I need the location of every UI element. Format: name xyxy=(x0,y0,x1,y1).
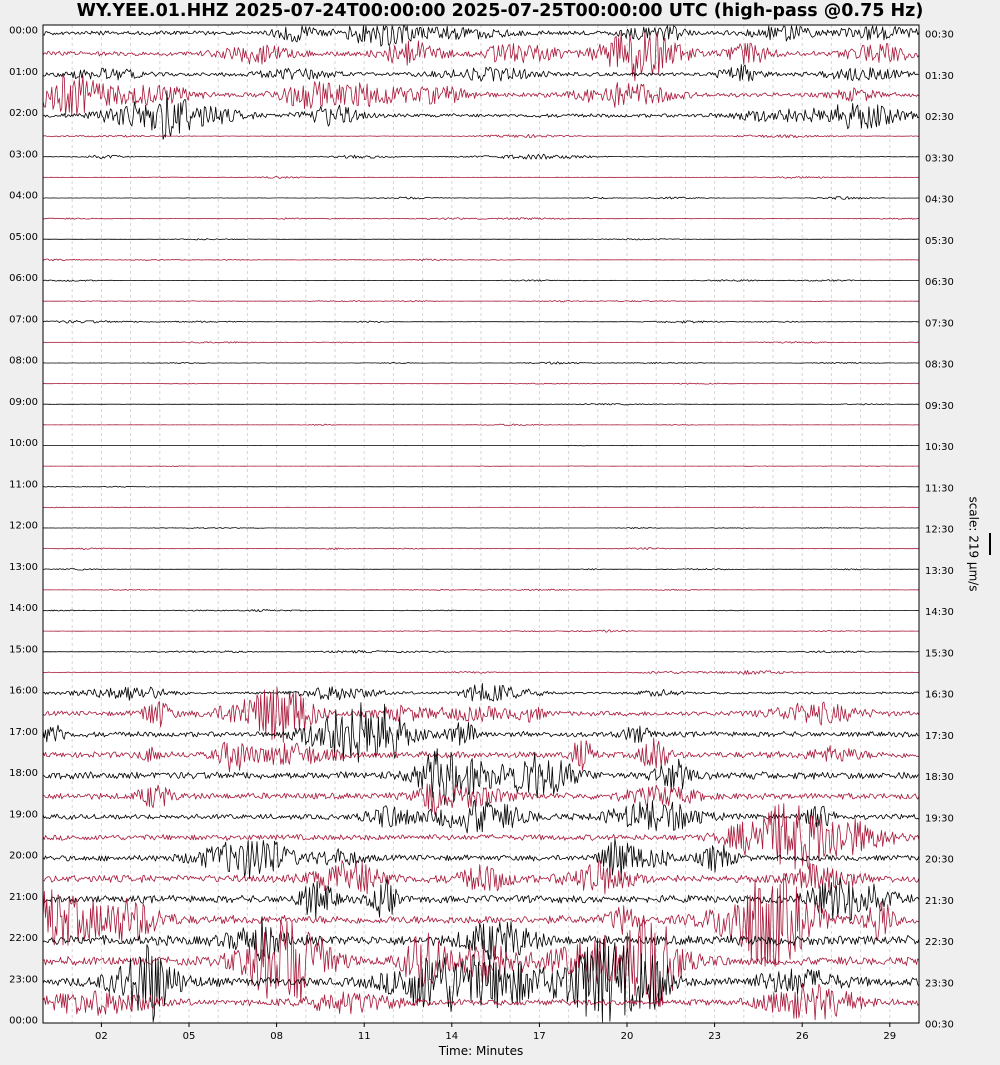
row-label-left: 23:00 xyxy=(9,974,38,986)
row-label-left: 00:00 xyxy=(9,25,38,37)
row-label-right: 14:30 xyxy=(925,607,954,618)
row-label-left: 08:00 xyxy=(9,355,38,367)
x-tick-label: 02 xyxy=(95,1031,108,1042)
row-label-right: 20:30 xyxy=(925,854,954,866)
row-label-left: 20:00 xyxy=(9,850,38,862)
left-time-labels xyxy=(9,26,38,1027)
row-label-right: 01:30 xyxy=(925,70,954,82)
row-label-right: 15:30 xyxy=(925,648,954,660)
row-label-right: 05:30 xyxy=(925,235,954,247)
row-label-left: 01:00 xyxy=(9,66,38,78)
trace-line xyxy=(43,445,919,446)
row-label-right: 07:30 xyxy=(925,318,954,330)
row-label-left: 04:00 xyxy=(9,190,38,202)
x-tick-label: 05 xyxy=(182,1031,196,1042)
x-tick-label: 08 xyxy=(270,1031,283,1042)
row-label-right: 09:30 xyxy=(925,400,954,412)
row-label-right: 04:30 xyxy=(925,194,954,206)
row-label-right: 23:30 xyxy=(925,978,954,990)
row-label-left: 19:00 xyxy=(9,809,38,821)
row-label-right: 18:30 xyxy=(925,772,954,783)
row-label-left: 15:00 xyxy=(9,644,38,656)
row-label-left: 05:00 xyxy=(9,231,38,243)
chart-title: WY.YEE.01.HHZ 2025-07-24T00:00:00 2025-07-25T00:00:00 UTC (high-pass @0.75 Hz) xyxy=(76,1,924,21)
x-tick-label: 11 xyxy=(357,1031,371,1042)
row-label-right: 22:30 xyxy=(925,937,954,948)
row-label-right: 08:30 xyxy=(925,359,954,371)
row-label-right: 10:30 xyxy=(925,442,954,453)
row-label-left: 14:00 xyxy=(9,603,38,614)
row-label-left: 16:00 xyxy=(9,685,38,697)
row-label-left: 00:00 xyxy=(9,1015,38,1027)
row-label-right: 13:30 xyxy=(925,565,954,577)
scale-label: scale: 219 μm/s xyxy=(966,496,981,592)
x-tick-label: 14 xyxy=(445,1031,459,1042)
row-label-left: 22:00 xyxy=(9,933,38,944)
row-label-left: 21:00 xyxy=(9,891,38,903)
row-label-left: 10:00 xyxy=(9,438,38,449)
row-label-right: 16:30 xyxy=(925,689,954,701)
x-tick-label: 26 xyxy=(795,1031,809,1042)
row-label-right: 11:30 xyxy=(925,483,954,495)
row-label-left: 17:00 xyxy=(9,726,38,738)
scale-indicator xyxy=(967,496,991,591)
x-tick-label: 29 xyxy=(883,1031,897,1042)
row-label-left: 06:00 xyxy=(9,273,38,284)
x-axis-label: Time: Minutes xyxy=(438,1044,524,1058)
row-label-left: 03:00 xyxy=(9,149,38,161)
trace-line xyxy=(43,486,919,487)
row-label-right: 06:30 xyxy=(925,277,954,288)
row-label-right: 00:30 xyxy=(925,1019,954,1031)
row-label-left: 11:00 xyxy=(9,479,38,491)
row-label-left: 13:00 xyxy=(9,561,38,573)
row-label-right: 19:30 xyxy=(925,813,954,825)
row-label-right: 21:30 xyxy=(925,895,954,907)
row-label-left: 07:00 xyxy=(9,314,38,326)
row-label-left: 18:00 xyxy=(9,768,38,779)
x-tick-label: 20 xyxy=(620,1031,634,1042)
row-label-left: 09:00 xyxy=(9,396,38,408)
row-label-right: 12:30 xyxy=(925,524,954,536)
row-label-right: 02:30 xyxy=(925,112,954,123)
x-axis-ticks xyxy=(95,1023,896,1042)
x-tick-label: 23 xyxy=(708,1031,721,1042)
row-label-right: 03:30 xyxy=(925,153,954,165)
row-label-right: 00:30 xyxy=(925,29,954,41)
row-label-left: 12:00 xyxy=(9,520,38,532)
row-label-left: 02:00 xyxy=(9,108,38,119)
x-tick-label: 17 xyxy=(533,1031,546,1042)
right-time-labels xyxy=(925,30,954,1031)
row-label-right: 17:30 xyxy=(925,730,954,742)
trace-line xyxy=(43,507,919,508)
